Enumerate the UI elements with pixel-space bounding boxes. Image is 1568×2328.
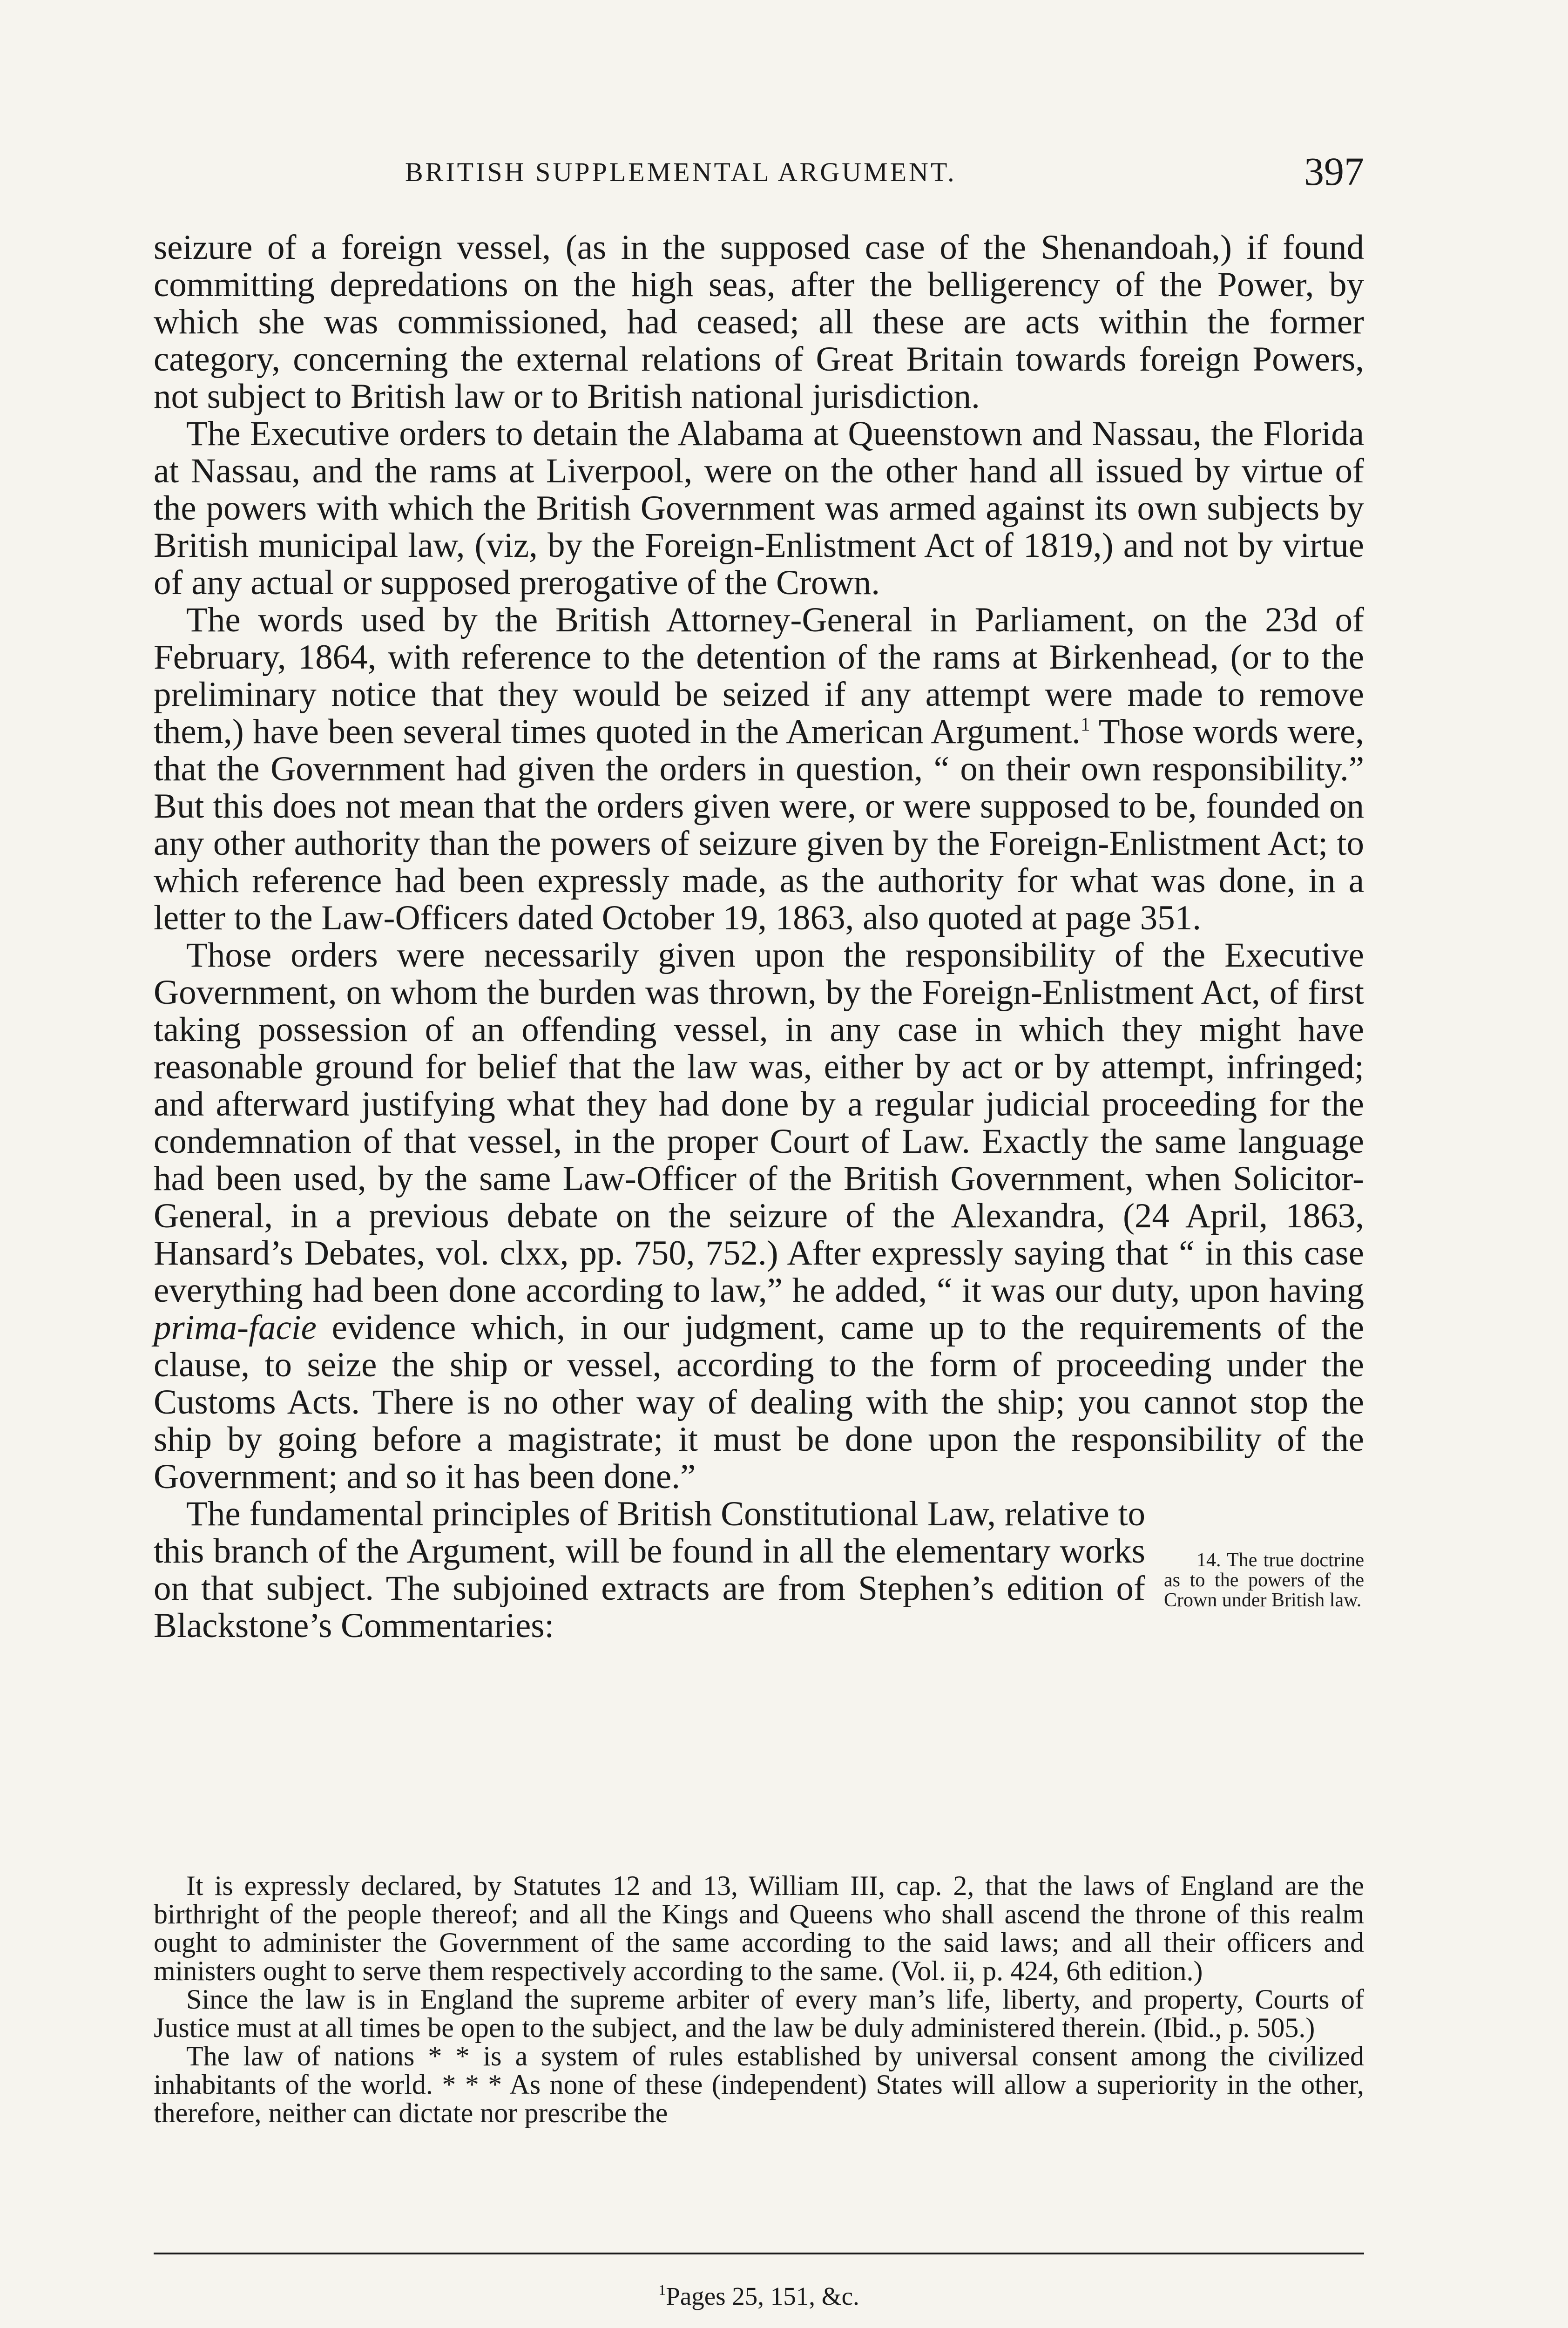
running-head: BRITISH SUPPLEMENTAL ARGUMENT. xyxy=(405,157,957,187)
paragraph-4-text: Those orders were necessarily given upon the responsibility of the Executive Government, on whom the burden was thrown, by the Foreign-Enlistment Act, of first taking possession of an offending vessel, in any case in which they might have reasonable ground for belief that the law was, either by act or by attempt, infringed; and afterward justifying what they had done by a regular judicial proceeding for the condemnation of that vessel, in the proper Court of Law. Exactly the same language had been used, by the same Law-Officer of the British Government, when Solicitor-General, in a previous debate on the seizure of the Alexandra, (24 April, 1863, Hansard’s Debates, vol. clxx, pp. 750, 752.) After expressly saying that “ in this case everything had been done according to law,” he added, “ it was our duty, upon having xyxy=(154,936,1364,1310)
paragraph-3-text: The words used by the British Attorney-General in Parliament, on the 23d of February, 1864, with reference to the detention of the rams at Birkenhead, (or to the preliminary notice that they would be seized if any attempt were made to remove them,) have been several times quoted in the American Argument. xyxy=(154,601,1364,751)
extract-1: It is expressly declared, by Statutes 12 and 13, William III, cap. 2, that the laws of England are the birthright of the people thereof; and all the Kings and Queens who shall ascend the throne of this realm ought to administer the Government of the same according to the said laws; and all their officers and ministers ought to serve them respectively according to the same. (Vol. ii, p. 424, 6th edition.) xyxy=(154,1870,1364,1986)
book-page xyxy=(154,0,1364,2328)
paragraph-4 xyxy=(154,937,1364,1496)
footnote-marker: 1 xyxy=(658,2281,666,2299)
page-header xyxy=(154,148,1364,195)
paragraph-5-text: The fundamental principles of British Constitutional Law, relative to this branch of the Argument, will be found in all the elementary works on that subject. The subjoined extracts are from Stephen’s edition of Blackstone’s Commentaries: xyxy=(154,1495,1145,1645)
page-number: 397 xyxy=(1304,149,1364,194)
extract-3: The law of nations * * is a system of rules established by universal consent among the civilized inhabitants of the world. * * * As none of these (independent) States will allow a superiority in the other, therefore, neither can dictate nor prescribe the xyxy=(154,2041,1364,2128)
footnote-text: Pages 25, 151, &c. xyxy=(666,2282,859,2310)
paragraph-1: seizure of a foreign vessel, (as in the supposed case of the Shenandoah,) if found committing depredations on the high seas, after the belligerency of the Power, by which she was commissioned, had ceased; all these are acts within the former category, concerning the external relations of Great Britain towards foreign Powers, not subject to British law or to British national jurisdiction. xyxy=(154,228,1364,416)
footnote xyxy=(154,2281,1364,2311)
paragraph-4-continued: evidence which, in our judgment, came up to the requirements of the clause, to seize the ship or vessel, according to the form of proceeding under the Customs Acts. There is no other way of dealing with the ship; you cannot stop the ship by going before a magistrate; it must be done upon the responsibility of the Government; and so it has been done.” xyxy=(154,1308,1364,1496)
footnote-rule xyxy=(154,2253,1364,2254)
paragraph-3 xyxy=(154,602,1364,937)
paragraph-5 xyxy=(154,1496,1364,1644)
paragraph-2: The Executive orders to detain the Alabama at Queenstown and Nassau, the Florida at Nassau, and the rams at Liverpool, were on the other hand all issued by virtue of the powers with which the British Government was armed against its own subjects by British municipal law, (viz, by the Foreign-Enlistment Act of 1819,) and not by virtue of any actual or supposed prerogative of the Crown. xyxy=(154,414,1364,602)
paragraph-3-continued: Those words were, that the Government had given the orders in question, “ on their own responsibility.” But this does not mean that the orders given were, or were supposed to be, founded on any other authority than the powers of seizure given by the Foreign-Enlistment Act; to which reference had been expressly made, as the authority for what was done, in a letter to the Law-Officers dated October 19, 1863, also quoted at page 351. xyxy=(154,712,1364,937)
marginal-note: 14. The true doctrine as to the powers of the Crown under British law. xyxy=(1164,1550,1364,1611)
quoted-extracts xyxy=(154,1872,1364,2127)
footnote-reference: 1 xyxy=(1080,713,1090,735)
extract-2: Since the law is in England the supreme arbiter of every man’s life, liberty, and property, Courts of Justice must at all times be open to the subject, and the law be duly administered therein. (Ibid., p. 505.) xyxy=(154,1984,1364,2043)
italic-phrase: prima-facie xyxy=(154,1308,317,1347)
body-text xyxy=(154,229,1364,1644)
